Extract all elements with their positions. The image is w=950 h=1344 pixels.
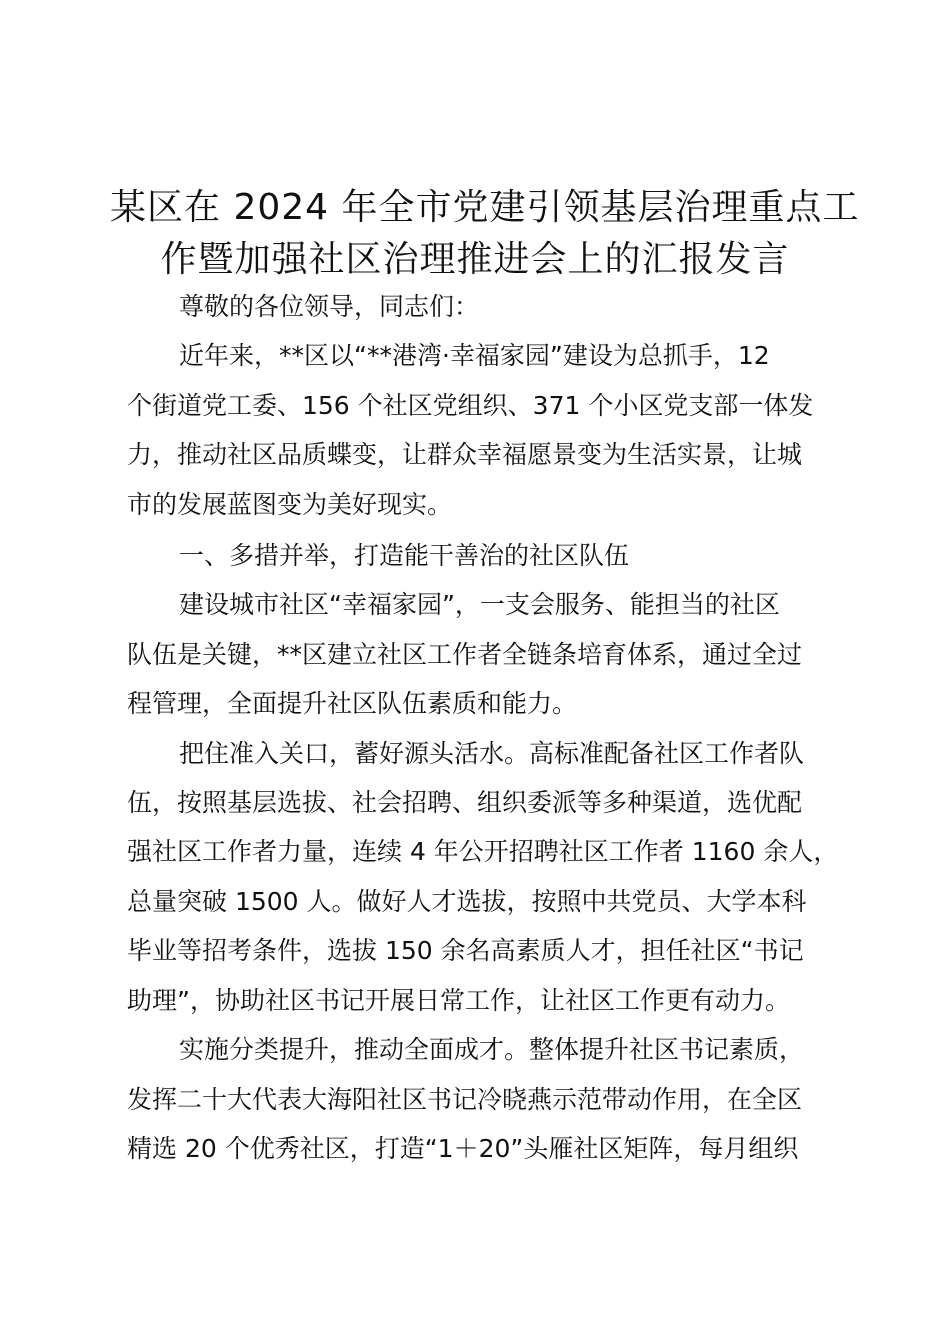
paragraph-recruitment xyxy=(127,729,839,1025)
paragraph-line: 个街道党工委、156 个社区党组织、371 个小区党支部一体发 xyxy=(127,390,814,420)
paragraph-line: 精选 20 个优秀社区，打造“1＋20”头雁社区矩阵，每月组织 xyxy=(127,1133,799,1163)
greeting: 尊敬的各位领导，同志们： xyxy=(179,292,480,321)
paragraph-line: 建设城市社区“幸福家园”，一支会服务、能担当的社区 xyxy=(179,590,780,620)
paragraph-line: 毕业等招考条件，选拔 150 余名高素质人才，担任社区“书记 xyxy=(127,936,804,966)
document-body xyxy=(127,282,839,1173)
paragraph-line: 队伍是关键，**区建立社区工作者全链条培育体系，通过全过 xyxy=(127,639,803,669)
paragraph-line: 市的发展蓝图变为美好现实。 xyxy=(127,489,453,519)
paragraph-line: 把住准入关口，蓄好源头活水。高标准配备社区工作者队 xyxy=(179,738,805,768)
paragraph-line: 力，推动社区品质蝶变，让群众幸福愿景变为生活实景，让城 xyxy=(127,440,803,470)
paragraph-line: 伍，按照基层选拔、社会招聘、组织委派等多种渠道，选优配 xyxy=(127,788,803,818)
paragraph-line: 助理”，协助社区书记开展日常工作，让社区工作更有动力。 xyxy=(127,985,790,1015)
paragraph-team xyxy=(127,580,827,728)
paragraph-line: 发挥二十大代表大海阳社区书记冷晓燕示范带动作用，在全区 xyxy=(127,1084,803,1114)
paragraph-line: 近年来，**区以“**港湾·幸福家园”建设为总抓手，12 xyxy=(179,341,770,371)
paragraph-line: 实施分类提升，推动全面成才。整体提升社区书记素质， xyxy=(179,1035,805,1065)
title-line: 作暨加强社区治理推进会上的汇报发言 xyxy=(160,239,790,280)
title-line: 某区在 2024 年全市党建引领基层治理重点工 xyxy=(110,187,860,228)
paragraph-line: 程管理，全面提升社区队伍素质和能力。 xyxy=(127,689,578,719)
paragraph-intro xyxy=(127,331,827,529)
document-title xyxy=(110,182,860,286)
section-heading: 一、多措并举，打造能干善治的社区队伍 xyxy=(179,541,630,571)
paragraph-line: 强社区工作者力量，连续 4 年公开招聘社区工作者 1160 余人， xyxy=(127,837,839,867)
paragraph-line: 总量突破 1500 人。做好人才选拔，按照中共党员、大学本科 xyxy=(127,886,807,916)
paragraph-training xyxy=(127,1025,827,1173)
